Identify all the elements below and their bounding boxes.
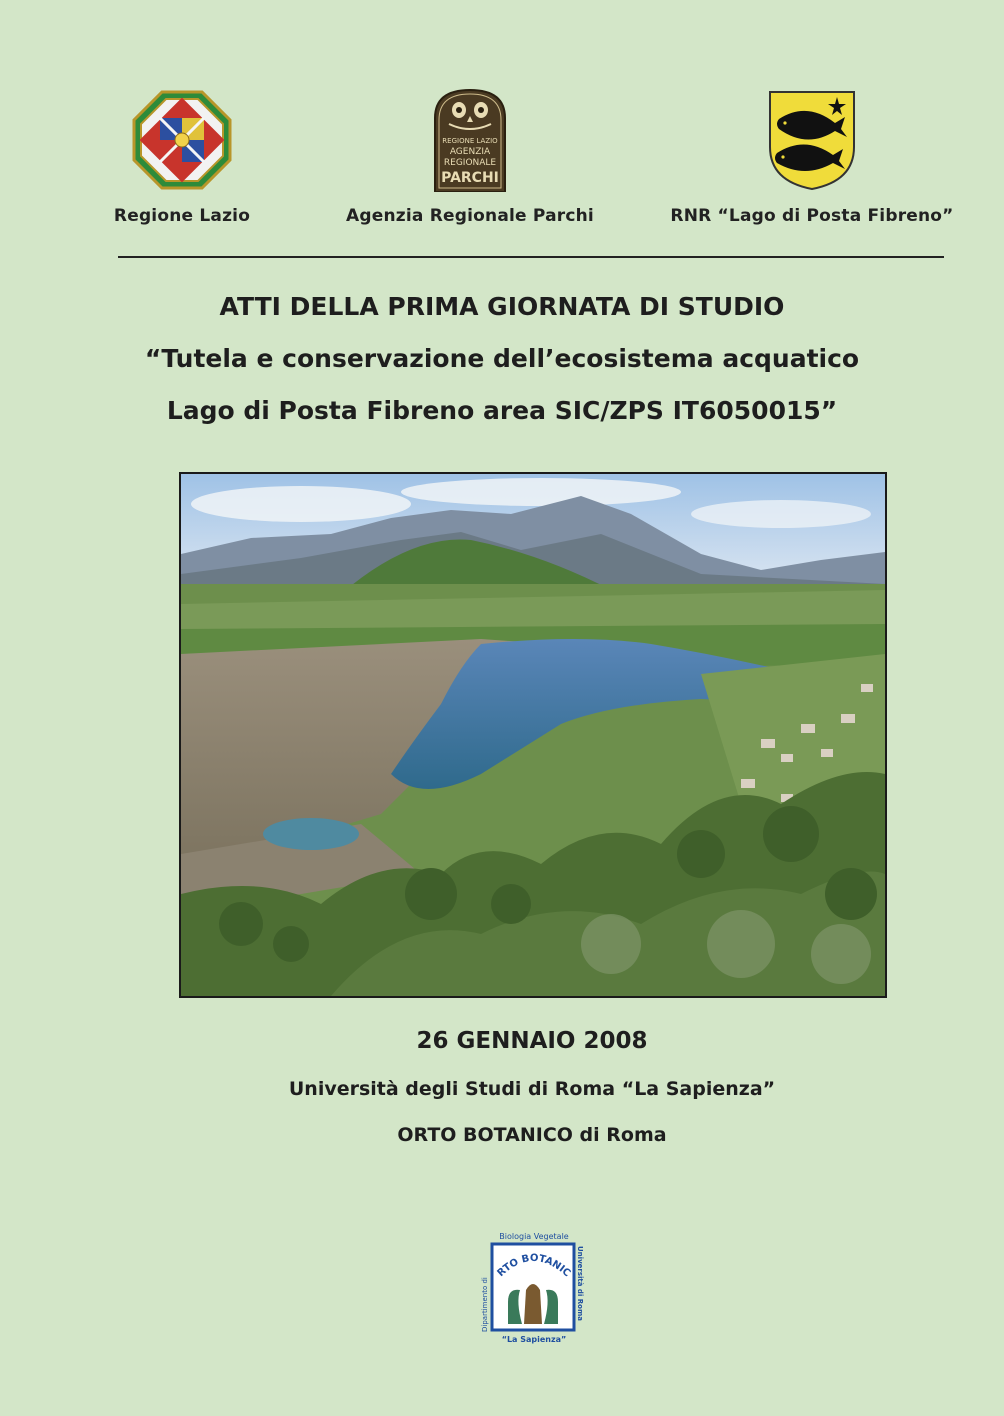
svg-text:Biologia Vegetale: Biologia Vegetale <box>499 1232 569 1241</box>
svg-text:Università di Roma: Università di Roma <box>576 1246 584 1321</box>
lake-landscape-photo <box>179 472 887 998</box>
logo-caption: Regione Lazio <box>113 206 251 226</box>
logo-caption: RNR “Lago di Posta Fibreno” <box>670 206 954 226</box>
parchi-owl-emblem-icon <box>320 88 620 192</box>
event-university: Università degli Studi di Roma “La Sapienza” <box>288 1078 776 1100</box>
svg-text:REGIONALE: REGIONALE <box>443 158 497 168</box>
regione-lazio-crest-icon <box>32 88 332 192</box>
logo-rnr-posta-fibreno <box>662 88 962 226</box>
title-line-2: “Tutela e conservazione dell’ecosistema acquatico <box>144 344 860 373</box>
event-venue: ORTO BOTANICO di Roma <box>397 1124 667 1146</box>
header-divider <box>118 256 944 258</box>
svg-text:PARCHI: PARCHI <box>441 170 499 186</box>
orto-botanico-logo-icon <box>478 1228 590 1346</box>
svg-text:Dipartimento di: Dipartimento di <box>481 1277 489 1332</box>
logo-agenzia-parchi <box>320 88 620 226</box>
logo-regione-lazio <box>32 88 332 226</box>
title-line-3: Lago di Posta Fibreno area SIC/ZPS IT6050015” <box>166 396 838 425</box>
svg-text:AGENZIA: AGENZIA <box>449 147 491 157</box>
svg-text:REGIONE LAZIO: REGIONE LAZIO <box>442 137 498 145</box>
svg-text:ORTO BOTANICO: RTO BOTANIC <box>495 1252 573 1280</box>
fish-shield-crest-icon <box>662 88 962 192</box>
logo-caption: Agenzia Regionale Parchi <box>346 206 594 226</box>
svg-text:“La Sapienza”: “La Sapienza” <box>501 1335 567 1344</box>
event-date: 26 GENNAIO 2008 <box>416 1028 648 1054</box>
title-line-1: ATTI DELLA PRIMA GIORNATA DI STUDIO <box>219 292 785 321</box>
